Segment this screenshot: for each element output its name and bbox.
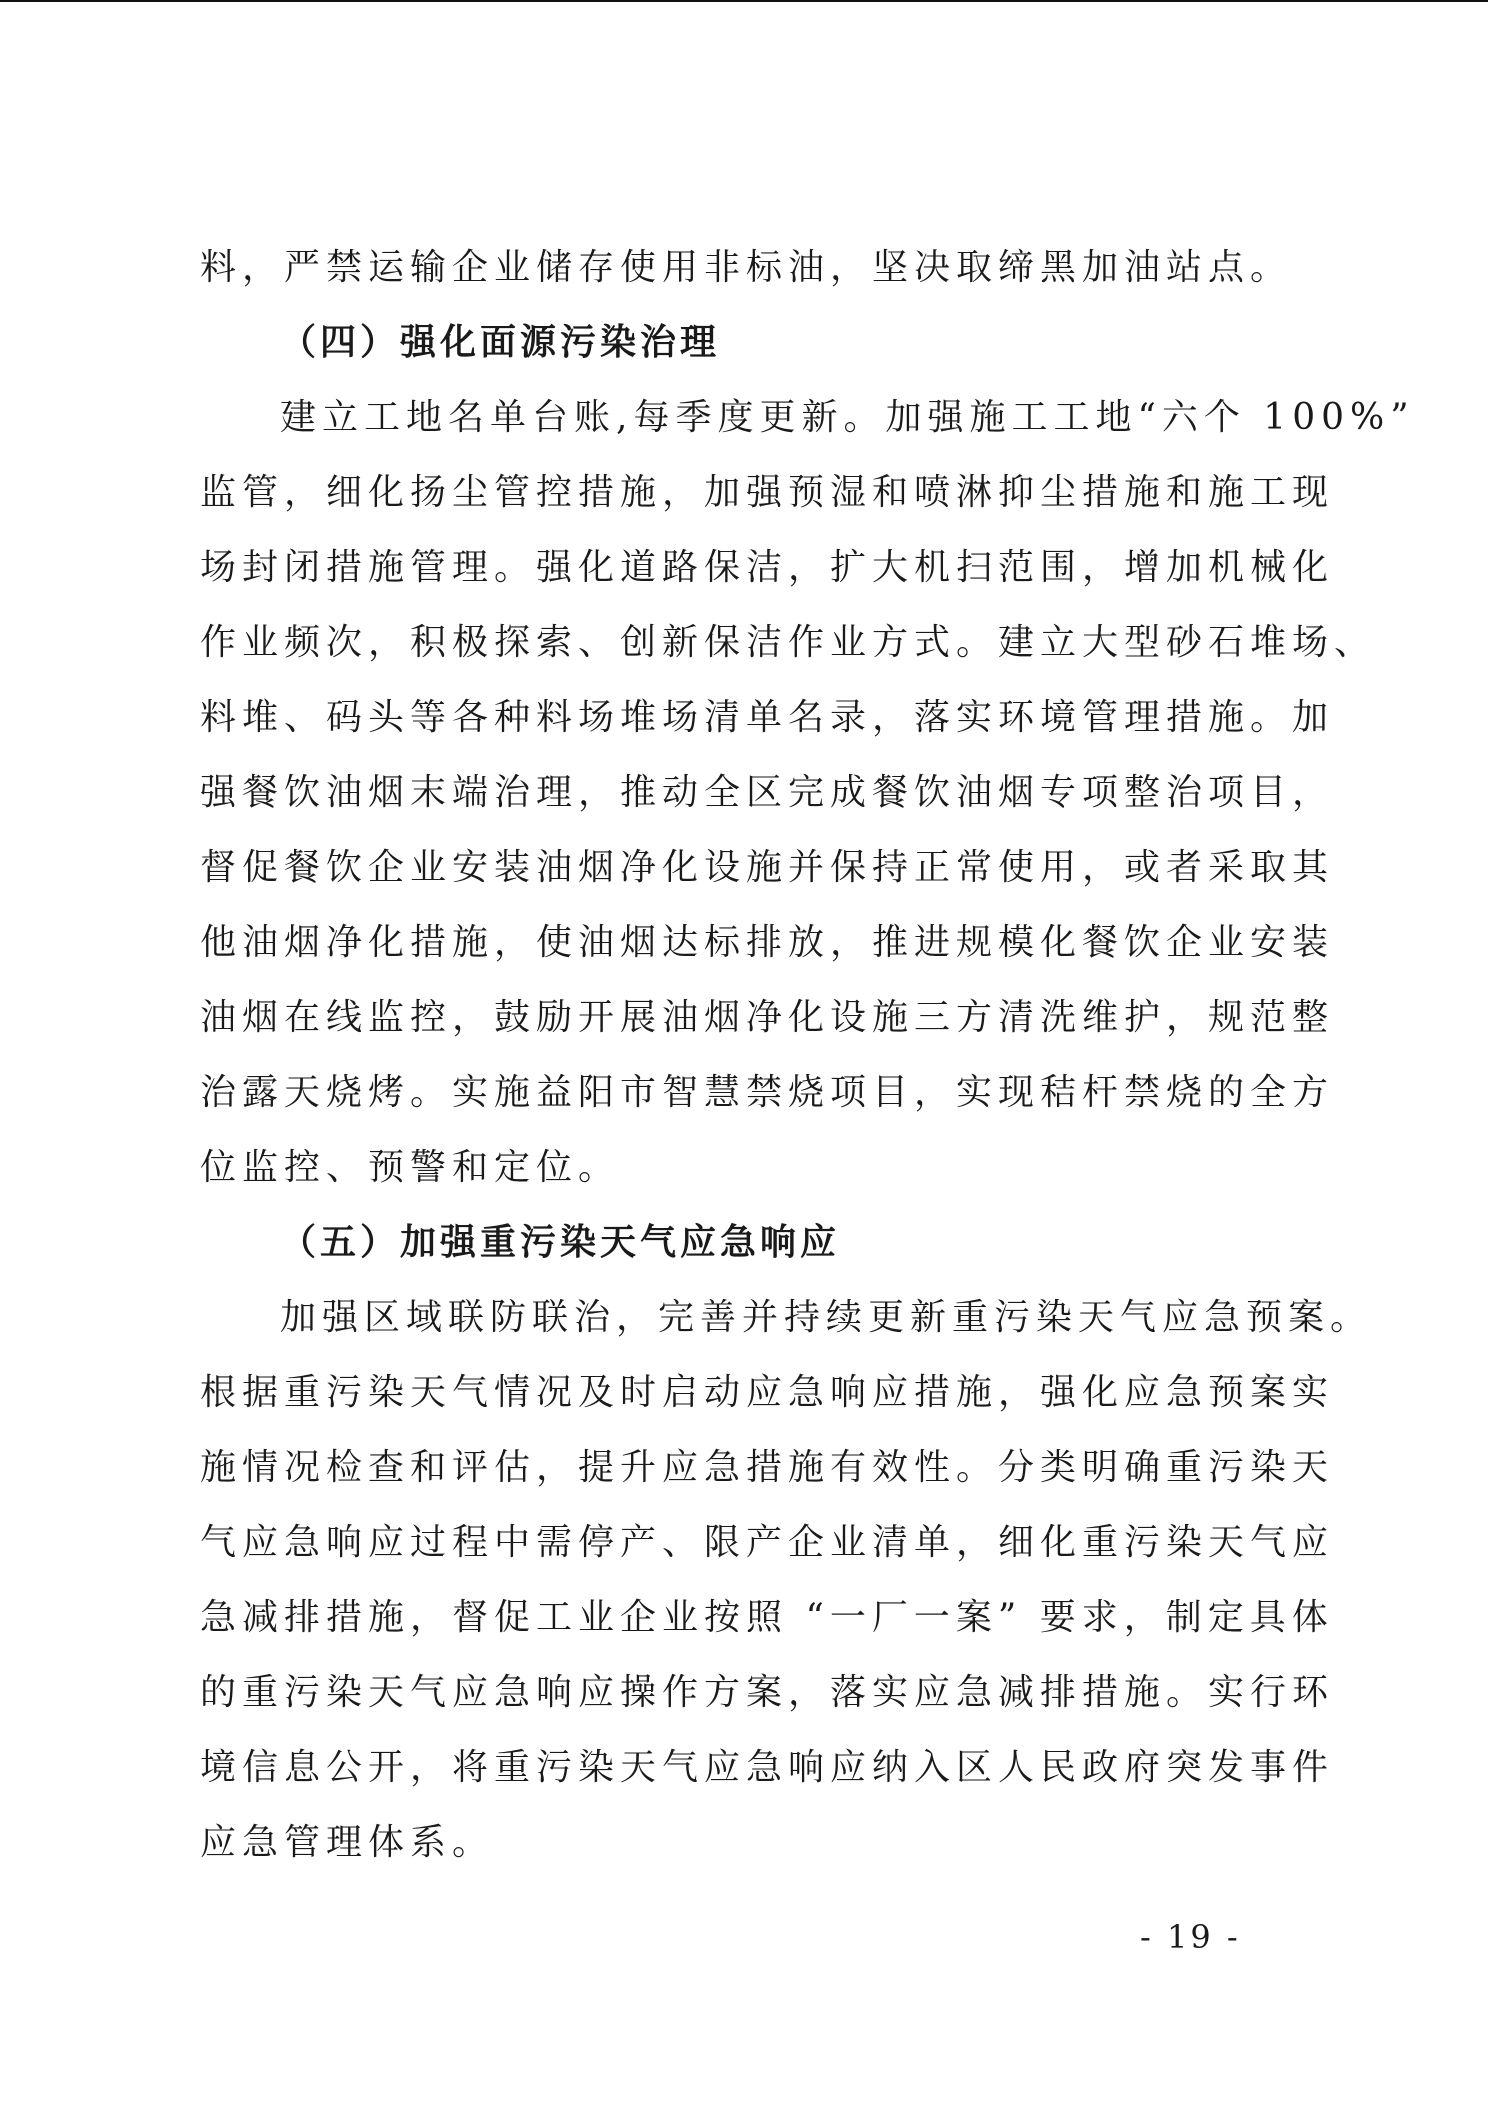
section-heading-4: （四）强化面源污染治理 xyxy=(280,322,721,363)
page-number: - 19 - xyxy=(1140,1918,1241,1956)
paragraph-line: 料，严禁运输企业储存使用非标油，坚决取缔黑加油站点。 xyxy=(200,247,1293,288)
paragraph-line: 强餐饮油烟末端治理，推动全区完成餐饮油烟专项整治项目， xyxy=(200,772,1335,813)
paragraph-line: 治露天烧烤。实施益阳市智慧禁烧项目，实现秸杆禁烧的全方 xyxy=(200,1072,1335,1113)
paragraph-line: 督促餐饮企业安装油烟净化设施并保持正常使用，或者采取其 xyxy=(200,847,1335,888)
paragraph-line: 料堆、码头等各种料场堆场清单名录，落实环境管理措施。加 xyxy=(200,697,1335,738)
paragraph-line: 位监控、预警和定位。 xyxy=(200,1147,621,1188)
paragraph-line: 施情况检查和评估，提升应急措施有效性。分类明确重污染天 xyxy=(200,1447,1335,1488)
paragraph-line: 他油烟净化措施，使油烟达标排放，推进规模化餐饮企业安装 xyxy=(200,922,1335,963)
paragraph-line: 建立工地名单台账,每季度更新。加强施工工地“六个 100%” xyxy=(280,397,1415,438)
paragraph-line: 加强区域联防联治，完善并持续更新重污染天气应急预案。 xyxy=(280,1297,1373,1338)
page-top-border xyxy=(0,0,1488,2)
document-body xyxy=(200,230,1415,1880)
section-heading-5: （五）加强重污染天气应急响应 xyxy=(280,1222,841,1263)
paragraph-line: 的重污染天气应急响应操作方案，落实应急减排措施。实行环 xyxy=(200,1672,1335,1713)
paragraph-line: 应急管理体系。 xyxy=(200,1822,495,1863)
paragraph-line: 油烟在线监控，鼓励开展油烟净化设施三方清洗维护，规范整 xyxy=(200,997,1335,1038)
paragraph-line: 境信息公开，将重污染天气应急响应纳入区人民政府突发事件 xyxy=(200,1747,1335,1788)
paragraph-line: 场封闭措施管理。强化道路保洁，扩大机扫范围，增加机械化 xyxy=(200,547,1335,588)
paragraph-line: 作业频次，积极探索、创新保洁作业方式。建立大型砂石堆场、 xyxy=(200,622,1377,663)
paragraph-line: 根据重污染天气情况及时启动应急响应措施，强化应急预案实 xyxy=(200,1372,1335,1413)
paragraph-line: 监管，细化扬尘管控措施，加强预湿和喷淋抑尘措施和施工现 xyxy=(200,472,1335,513)
paragraph-line: 急减排措施，督促工业企业按照 “一厂一案” 要求，制定具体 xyxy=(200,1597,1334,1638)
paragraph-line: 气应急响应过程中需停产、限产企业清单，细化重污染天气应 xyxy=(200,1522,1335,1563)
